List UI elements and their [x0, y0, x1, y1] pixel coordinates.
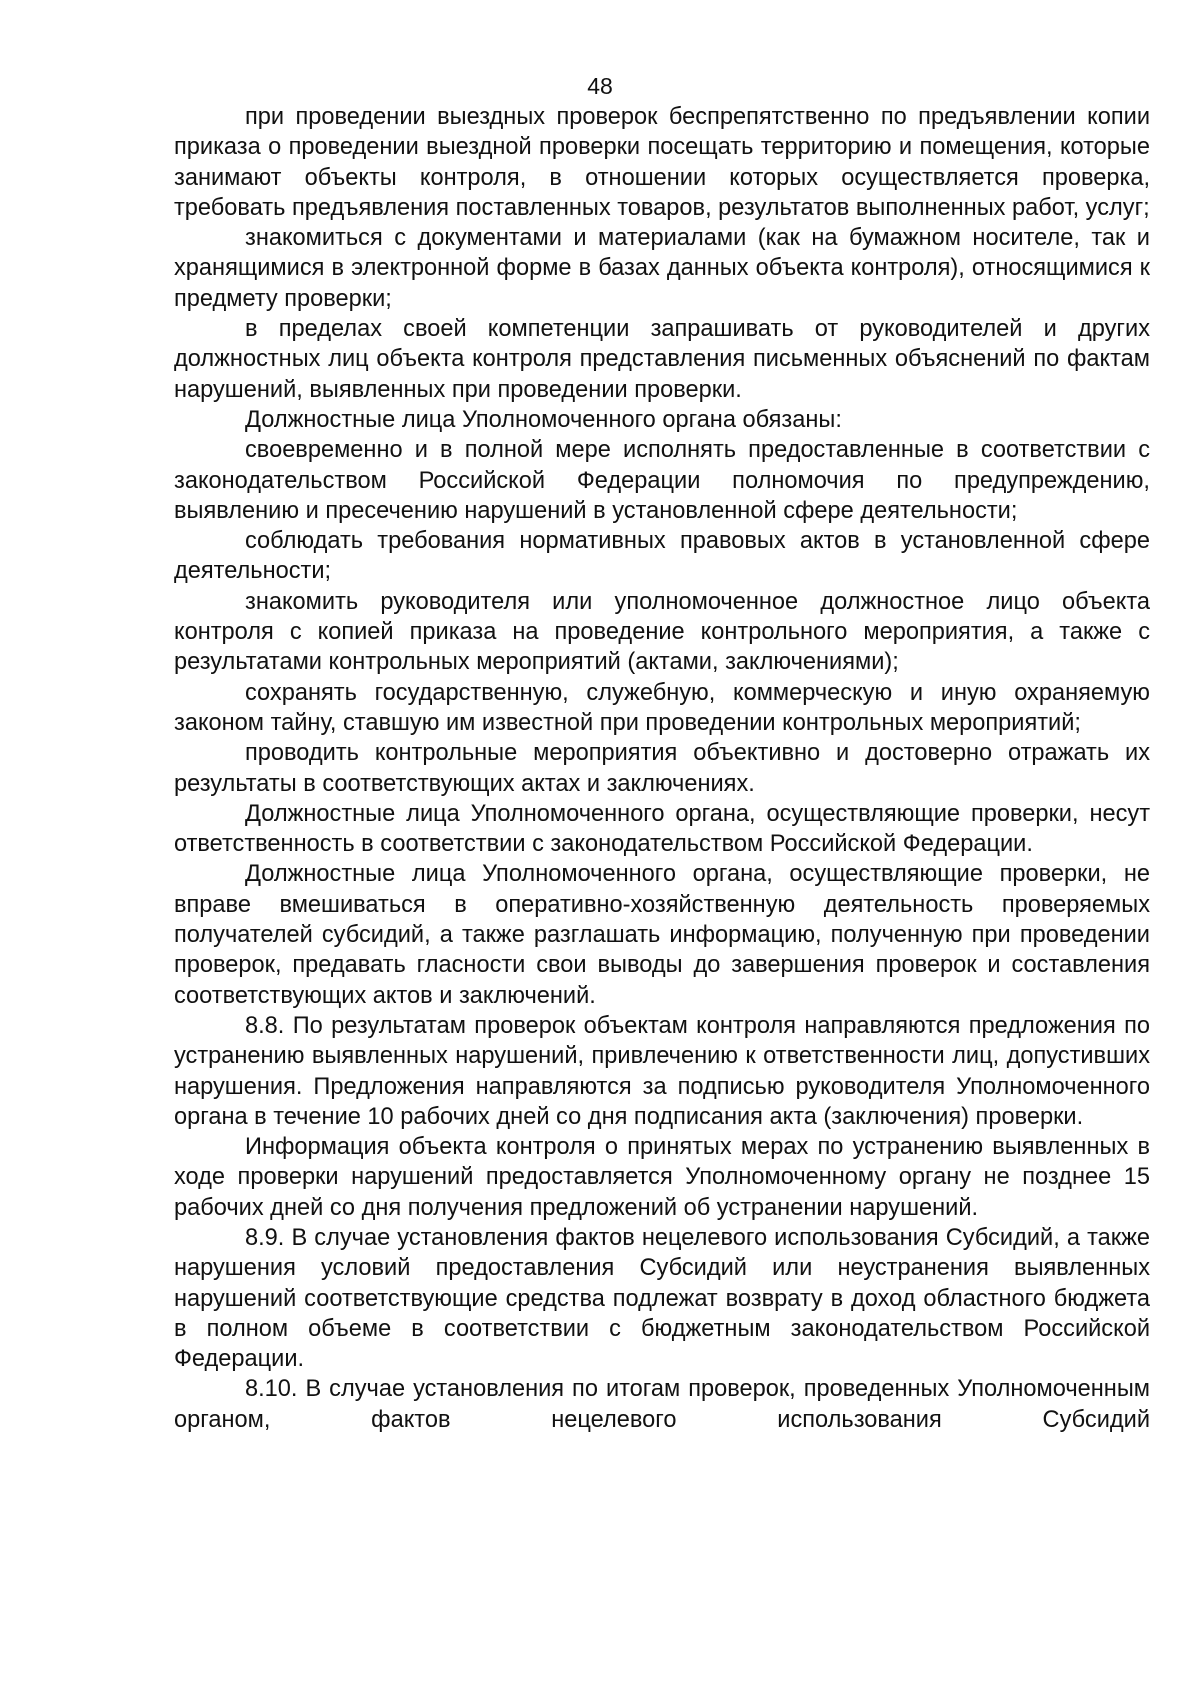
document-body — [174, 102, 1150, 1435]
paragraph-request-explanations: в пределах своей компетенции запрашивать от руководителей и других должностных лиц объекта контроля представления письменных объяснений по фактам нарушений, выявленных при проведении проверки. — [174, 316, 1150, 403]
paragraph-8-8: 8.8. По результатам проверок объектам контроля направляются предложения по устранению выявленных нарушений, привлечению к ответственности лиц, допустивших нарушения. Предложения направляются за подписью руководителя Уполномоченного органа в течение 10 рабочих дней со дня подписания акта (заключения) проверки. — [174, 1012, 1150, 1130]
paragraph-familiarize-head: знакомить руководителя или уполномоченное должностное лицо объекта контроля с копией приказа на проведение контрольного мероприятия, а также с результатами контрольных мероприятий (актами, заключениями); — [174, 588, 1150, 676]
paragraph-8-9: 8.9. В случае установления фактов нецелевого использования Субсидий, а также нарушения условий предоставления Субсидий или неустранения выявленных нарушений соответствующие средства подлежат возврату в доход областного бюджета в полном объеме в соответствии с бюджетным законодательством Российской Федерации. — [174, 1224, 1150, 1373]
paragraph-exercise-powers: своевременно и в полной мере исполнять предоставленные в соответствии с законодательством Российской Федерации полномочия по предупреждению, выявлению и пресечению нарушений в установленной сфере деятельности; — [174, 437, 1150, 524]
paragraph-non-interference: Должностные лица Уполномоченного органа, осуществляющие проверки, не вправе вмешиваться в оперативно-хозяйственную деятельность проверяемых получателей субсидий, а также разглашать информацию, полученную при проведении проверок, предавать гласности свои выводы до завершения проверок и составления соответствующих актов и заключений. — [174, 861, 1150, 1009]
paragraph-keep-secrets: сохранять государственную, служебную, коммерческую и иную охраняемую законом тайну, ставшую им известной при проведении контрольных мероприятий; — [174, 679, 1150, 736]
paragraph-conduct-objectively: проводить контрольные мероприятия объективно и достоверно отражать их результаты в соответствующих актах и заключениях. — [174, 740, 1150, 797]
paragraph-documents-review: знакомиться с документами и материалами (как на бумажном носителе, так и хранящимися в электронной форме в базах данных объекта контроля), относящимися к предмету проверки; — [174, 225, 1150, 312]
paragraph-8-10: 8.10. В случае установления по итогам проверок, проведенных Уполномоченным органом, фактов нецелевого использования Субсидий — [174, 1376, 1150, 1433]
paragraph-responsibility: Должностные лица Уполномоченного органа, осуществляющие проверки, несут ответственность в соответствии с законодательством Российской Федерации. — [174, 800, 1150, 858]
paragraph-inspection-access: при проведении выездных проверок беспрепятственно по предъявлении копии приказа о проведении выездной проверки посещать территорию и помещения, которые занимают объекты контроля, в отношении которых осуществляется проверка, требовать предъявления поставленных товаров, результатов выполненных работ, услуг; — [174, 104, 1150, 221]
page-number: 48 — [587, 73, 613, 99]
paragraph-officials-obliged: Должностные лица Уполномоченного органа обязаны: — [245, 406, 842, 433]
paragraph-measures-information: Информация объекта контроля о принятых мерах по устранению выявленных в ходе проверки нарушений предоставляется Уполномоченному органу не позднее 15 рабочих дней со дня получения предложений об устранении нарушений. — [174, 1134, 1150, 1221]
paragraph-comply-requirements: соблюдать требования нормативных правовых актов в установленной сфере деятельности; — [174, 528, 1150, 585]
